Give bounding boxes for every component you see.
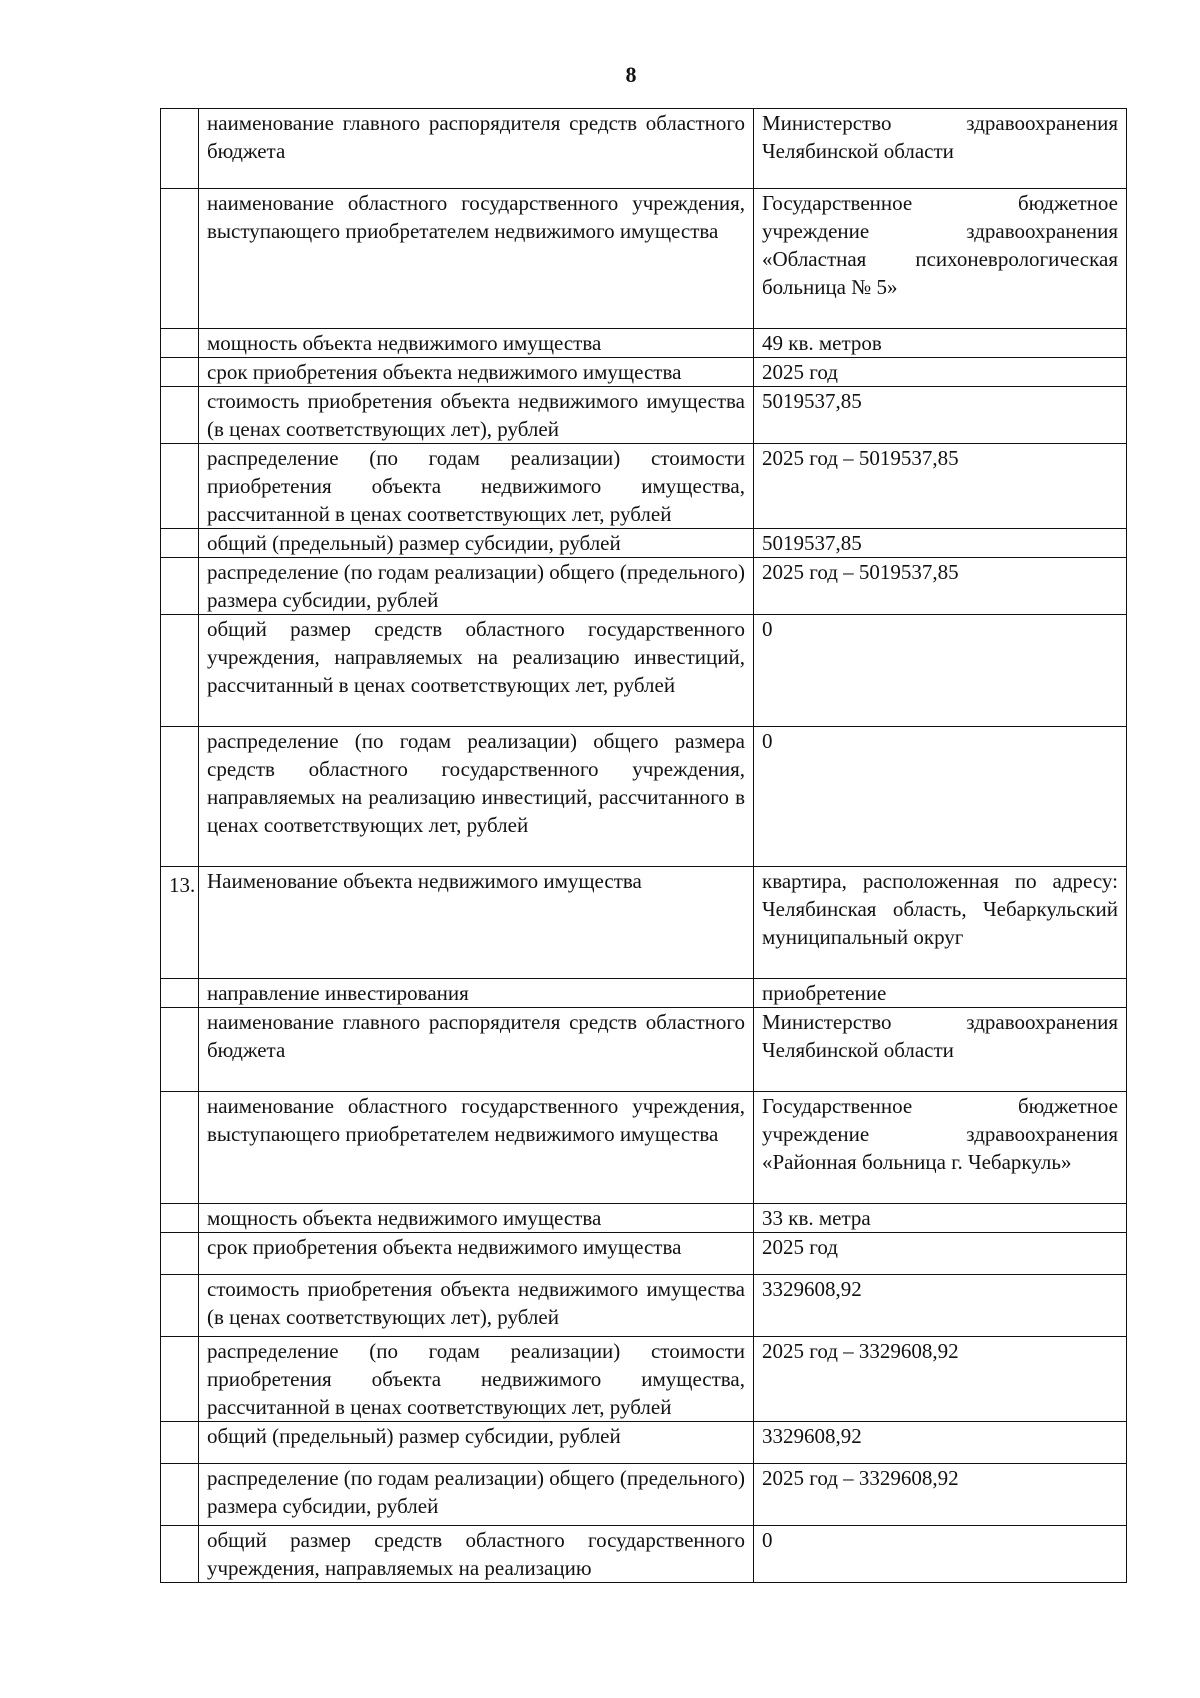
- row-number: [161, 529, 199, 558]
- row-number: [161, 387, 199, 444]
- row-value: 3329608,92: [754, 1275, 1127, 1337]
- row-number: [161, 1204, 199, 1233]
- row-label: распределение (по годам реализации) общего (предельного) размера субсидии, рублей: [199, 1464, 754, 1526]
- row-number: [161, 189, 199, 329]
- row-label: срок приобретения объекта недвижимого имущества: [199, 358, 754, 387]
- table-row: [161, 444, 1127, 529]
- table-row: [161, 615, 1127, 727]
- row-number: [161, 558, 199, 615]
- table-row: [161, 1008, 1127, 1092]
- row-label: распределение (по годам реализации) стоимости приобретения объекта недвижимого имущества, рассчитанной в ценах соответствующих лет, рублей: [199, 1337, 754, 1422]
- row-number: 13.: [161, 867, 199, 979]
- row-label: общий размер средств областного государственного учреждения, направляемых на реализацию инвестиций, рассчитанный в ценах соответствующих лет, рублей: [199, 615, 754, 727]
- row-value: 2025 год: [754, 1233, 1127, 1275]
- row-label: Наименование объекта недвижимого имущества: [199, 867, 754, 979]
- table-row: [161, 1526, 1127, 1583]
- table-row: [161, 1422, 1127, 1464]
- table-row: [161, 979, 1127, 1008]
- row-number: [161, 444, 199, 529]
- row-label: мощность объекта недвижимого имущества: [199, 329, 754, 358]
- table-row: [161, 1464, 1127, 1526]
- row-number: [161, 1233, 199, 1275]
- table-row: [161, 1275, 1127, 1337]
- row-label: срок приобретения объекта недвижимого имущества: [199, 1233, 754, 1275]
- table-row: [161, 387, 1127, 444]
- table-row: [161, 1233, 1127, 1275]
- investment-table: [160, 108, 1127, 1583]
- table-row: [161, 558, 1127, 615]
- table-row: [161, 1204, 1127, 1233]
- row-value: приобретение: [754, 979, 1127, 1008]
- row-value: квартира, расположенная по адресу: Челябинская область, Чебаркульский муниципальный округ: [754, 867, 1127, 979]
- row-value: 0: [754, 1526, 1127, 1583]
- row-value: 0: [754, 615, 1127, 727]
- row-label: наименование областного государственного учреждения, выступающего приобретателем недвижимого имущества: [199, 1092, 754, 1204]
- row-value: 3329608,92: [754, 1422, 1127, 1464]
- table-row: [161, 329, 1127, 358]
- table-row: [161, 358, 1127, 387]
- row-number: [161, 1422, 199, 1464]
- row-number: [161, 1526, 199, 1583]
- row-number: [161, 1008, 199, 1092]
- row-number: [161, 1337, 199, 1422]
- table-row: [161, 1337, 1127, 1422]
- row-number: [161, 329, 199, 358]
- table-row: [161, 529, 1127, 558]
- row-label: распределение (по годам реализации) стоимости приобретения объекта недвижимого имущества, рассчитанной в ценах соответствующих лет, рублей: [199, 444, 754, 529]
- page-number: 8: [625, 62, 637, 87]
- table-row: [161, 1092, 1127, 1204]
- row-number: [161, 979, 199, 1008]
- table-row: [161, 109, 1127, 189]
- row-value: Министерство здравоохранения Челябинской области: [754, 109, 1127, 189]
- table-row: [161, 727, 1127, 867]
- row-value: Государственное бюджетное учреждение здравоохранения «Областная психоневрологическая больница № 5»: [754, 189, 1127, 329]
- row-value: 2025 год – 3329608,92: [754, 1464, 1127, 1526]
- row-value: 0: [754, 727, 1127, 867]
- row-label: направление инвестирования: [199, 979, 754, 1008]
- row-value: 2025 год – 3329608,92: [754, 1337, 1127, 1422]
- row-value: Государственное бюджетное учреждение здравоохранения «Районная больница г. Чебаркуль»: [754, 1092, 1127, 1204]
- row-number: [161, 109, 199, 189]
- row-number: [161, 358, 199, 387]
- row-value: 2025 год – 5019537,85: [754, 558, 1127, 615]
- row-label: стоимость приобретения объекта недвижимого имущества (в ценах соответствующих лет), рублей: [199, 387, 754, 444]
- row-label: мощность объекта недвижимого имущества: [199, 1204, 754, 1233]
- row-label: наименование главного распорядителя средств областного бюджета: [199, 1008, 754, 1092]
- row-value: 5019537,85: [754, 529, 1127, 558]
- row-label: наименование областного государственного учреждения, выступающего приобретателем недвижимого имущества: [199, 189, 754, 329]
- row-value: 2025 год – 5019537,85: [754, 444, 1127, 529]
- row-value: Министерство здравоохранения Челябинской области: [754, 1008, 1127, 1092]
- row-label: общий (предельный) размер субсидии, рублей: [199, 1422, 754, 1464]
- row-label: общий (предельный) размер субсидии, рублей: [199, 529, 754, 558]
- row-value: 5019537,85: [754, 387, 1127, 444]
- row-number: [161, 1275, 199, 1337]
- row-value: 49 кв. метров: [754, 329, 1127, 358]
- row-label: наименование главного распорядителя средств областного бюджета: [199, 109, 754, 189]
- row-number: [161, 727, 199, 867]
- row-label: стоимость приобретения объекта недвижимого имущества (в ценах соответствующих лет), рублей: [199, 1275, 754, 1337]
- row-label: общий размер средств областного государственного учреждения, направляемых на реализацию: [199, 1526, 754, 1583]
- row-label: распределение (по годам реализации) общего размера средств областного государственного учреждения, направляемых на реализацию инвестиций, рассчитанного в ценах соответствующих лет, рублей: [199, 727, 754, 867]
- row-value: 33 кв. метра: [754, 1204, 1127, 1233]
- table-row: [161, 189, 1127, 329]
- row-number: [161, 1092, 199, 1204]
- row-label: распределение (по годам реализации) общего (предельного) размера субсидии, рублей: [199, 558, 754, 615]
- row-value: 2025 год: [754, 358, 1127, 387]
- table-row: [161, 867, 1127, 979]
- row-number: [161, 615, 199, 727]
- row-number: [161, 1464, 199, 1526]
